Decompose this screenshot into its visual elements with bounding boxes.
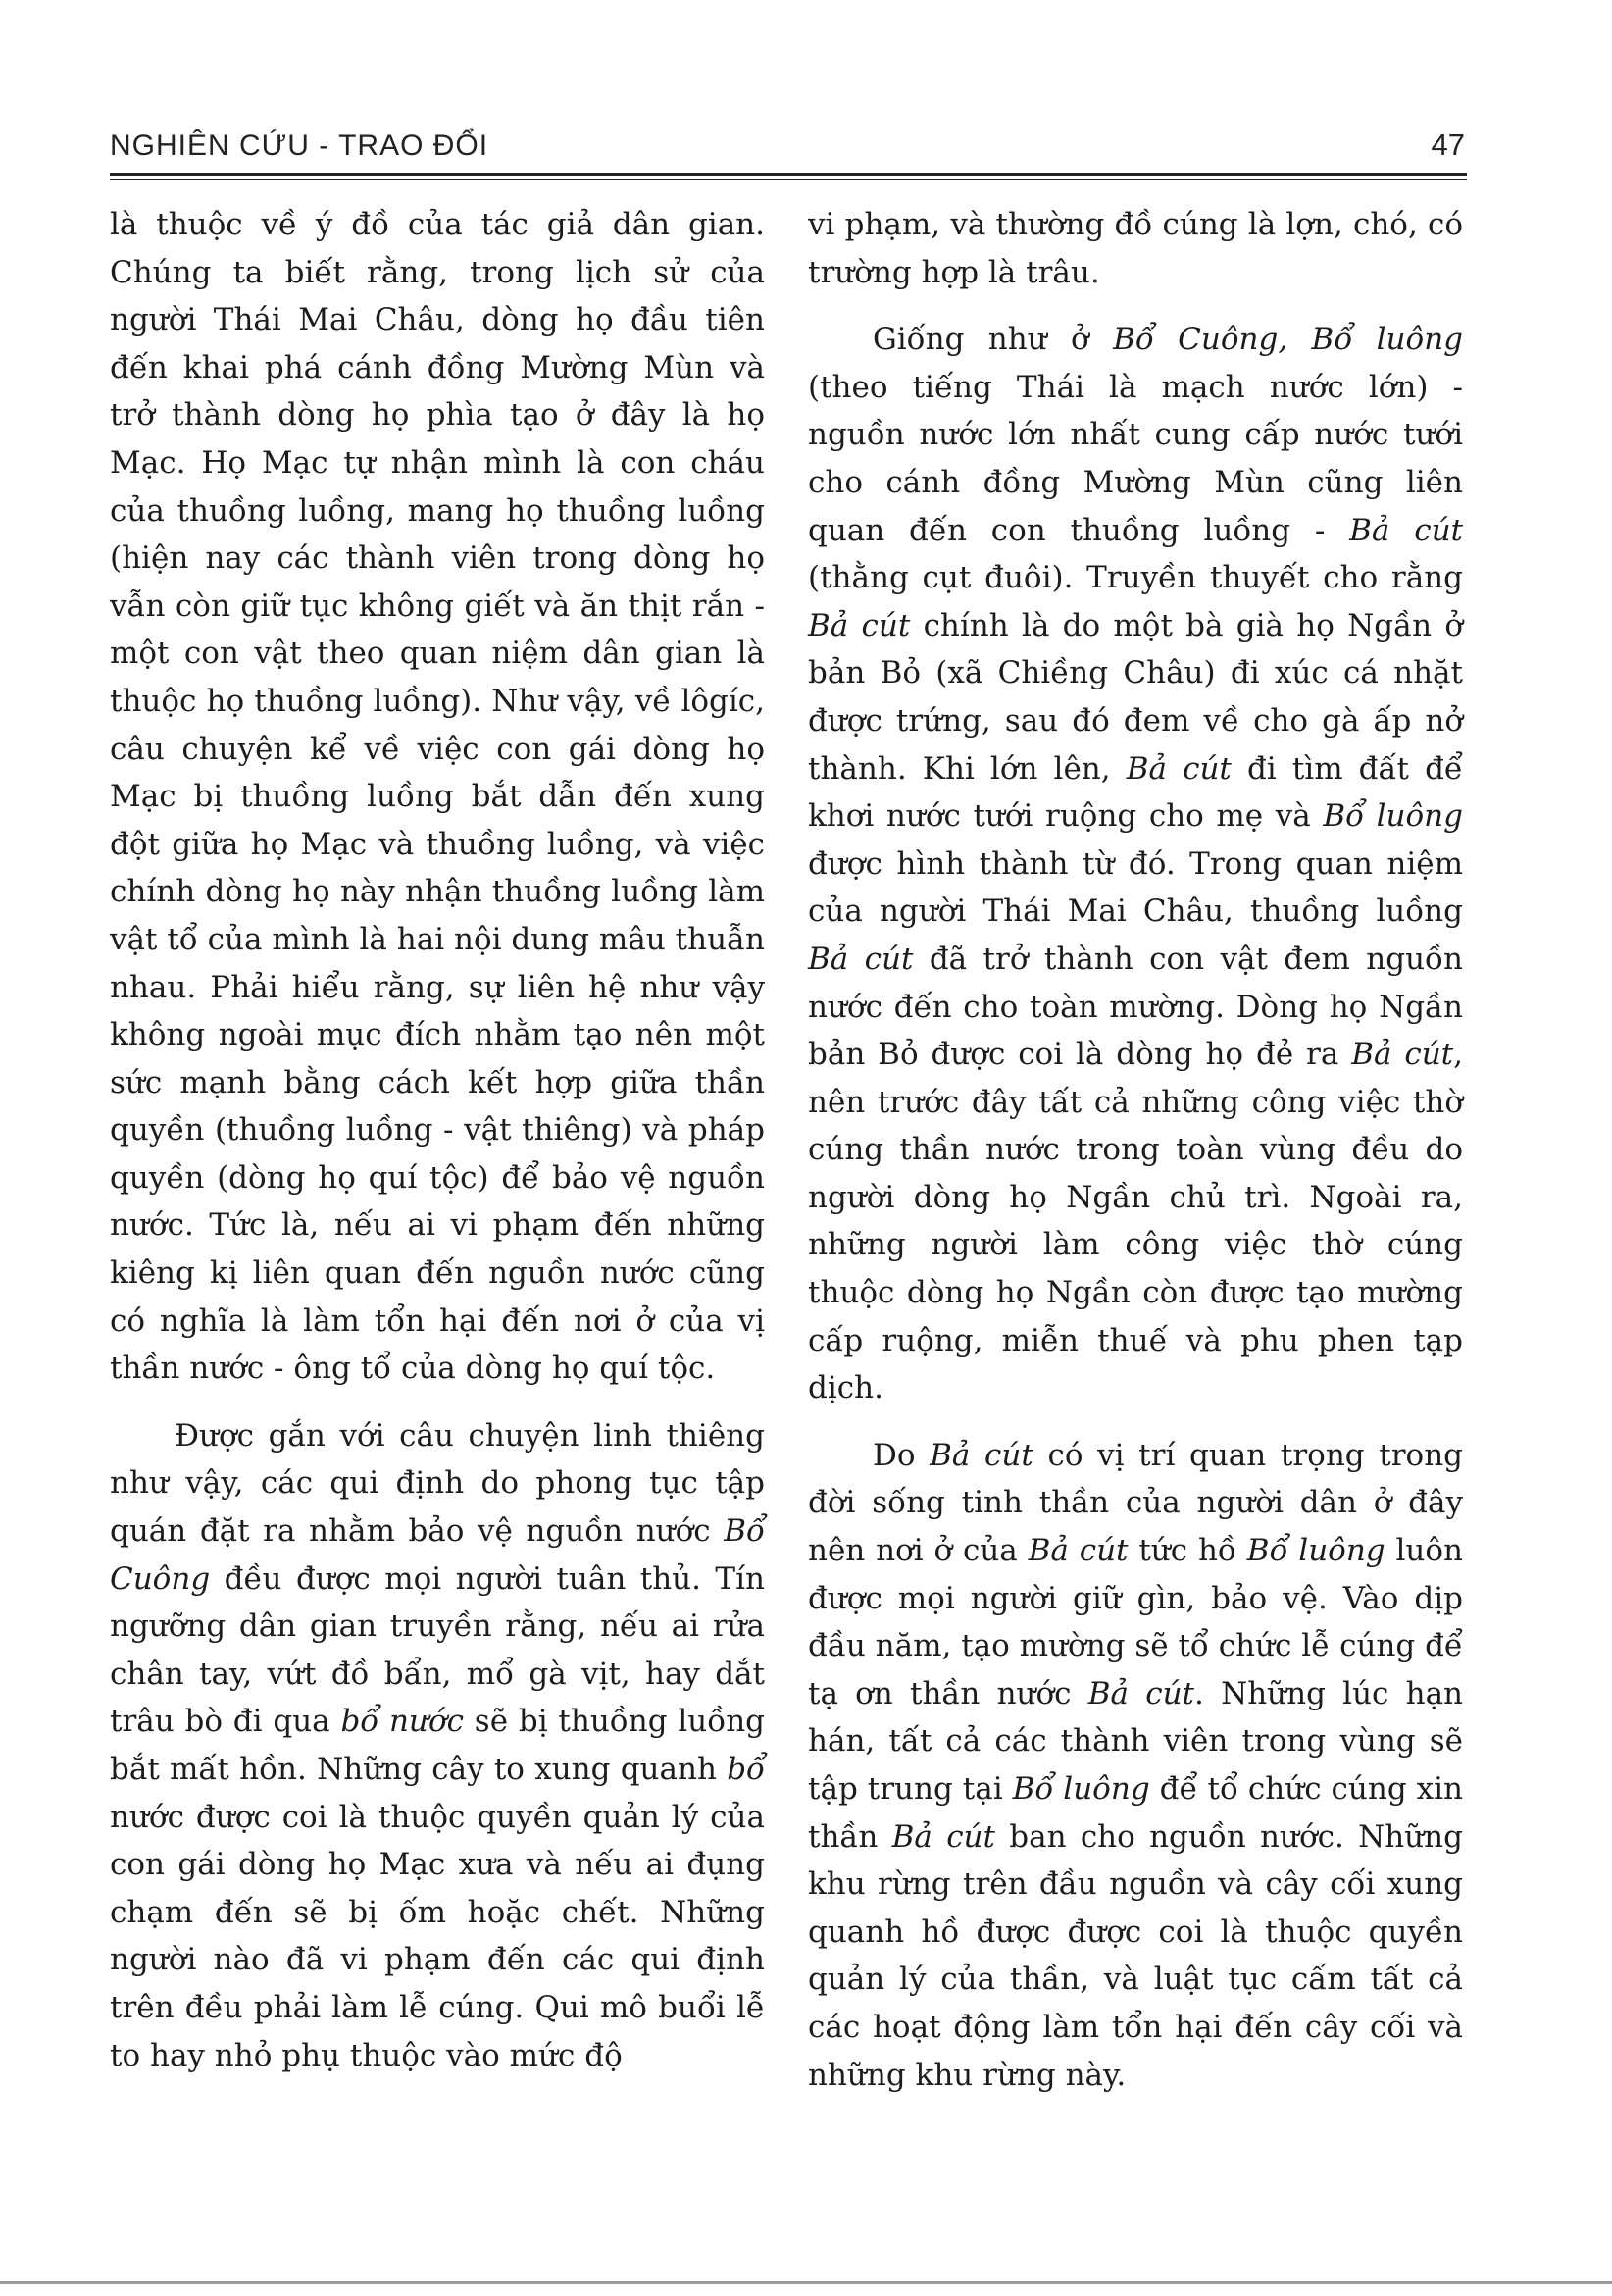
italic-term: Bả cút	[1028, 1533, 1129, 1569]
text-run: tức hồ	[1128, 1533, 1247, 1569]
text-run: có vị trí quan trọng trong đời sống tinh thần của người dân ở đây nên nơi ở của	[808, 1437, 1464, 1569]
italic-term: Bả cút	[891, 1818, 995, 1855]
text-run: để tổ chức cúng xin thần	[808, 1771, 1463, 1855]
italic-term: Bổ Cuông, Bổ luông	[1113, 322, 1463, 358]
italic-term: Bả cút	[930, 1437, 1033, 1473]
text-run: Do	[873, 1437, 931, 1473]
italic-term: Bổ Cuông	[110, 1513, 765, 1597]
left-paragraph-1	[110, 201, 765, 1393]
page-number: 47	[1431, 128, 1465, 162]
text-run: , nên trước đây tất cả những công việc thờ cúng thần nước trong toàn vùng đều do người dòng họ Ngần chủ trì. Ngoài ra, những người làm công việc thờ cúng thuộc dòng họ Ngần còn được tạo mường cấp ruộng, miễn thuế và phu phen tạp dịch.	[808, 1037, 1463, 1406]
text-run: đi tìm đất để khơi nước tưới ruộng cho mẹ và	[808, 750, 1463, 835]
italic-term: Bả cút	[1126, 750, 1232, 787]
header-rule-thick	[110, 173, 1467, 176]
running-head: NGHIÊN CỨU - TRAO ĐỔI	[110, 129, 489, 162]
italic-term: Bả cút	[1349, 512, 1463, 548]
right-paragraph-1	[808, 201, 1463, 296]
italic-term: Bả cút	[1351, 1037, 1454, 1073]
italic-term: Bổ luông	[1323, 798, 1463, 835]
italic-term: Bả cút	[1087, 1675, 1195, 1711]
left-paragraph-2	[110, 1412, 765, 2079]
page-header	[110, 128, 1465, 163]
header-rule-thin	[110, 179, 1467, 180]
text-run: chính là do một bà già họ Ngần ở bản Bỏ (xã Chiềng Châu) đi xúc cá nhặt được trứng, sau đó đem về cho gà ấp nở thành. Khi lớn lên,	[808, 607, 1463, 787]
text-run: Được gắn với câu chuyện linh thiêng như vậy, các qui định do phong tục tập quán đặt ra nhằm bảo vệ nguồn nước	[110, 1417, 765, 1550]
italic-term: bổ	[727, 1752, 765, 1787]
text-run: (theo tiếng Thái là mạch nước lớn) - nguồn nước lớn nhất cung cấp nước tưới cho cánh đồng Mường Mùn cũng liên quan đến con thuồng luồng -	[808, 369, 1463, 548]
right-column	[808, 201, 1463, 2099]
italic-term: Bổ luông	[1246, 1533, 1385, 1569]
italic-term: Bổ luông	[1012, 1771, 1150, 1807]
text-run: đã trở thành con vật đem nguồn nước đến cho toàn mường. Dòng họ Ngần bản Bỏ được coi là dòng họ đẻ ra	[808, 941, 1463, 1073]
right-paragraph-3	[808, 1432, 1463, 2099]
scan-bottom-edge	[0, 2281, 1612, 2284]
left-column	[110, 201, 765, 2079]
text-run: vi phạm, và thường đồ cúng là lợn, chó, có trường hợp là trâu.	[808, 207, 1463, 290]
right-paragraph-2	[808, 316, 1463, 1412]
italic-term: bổ nước	[340, 1704, 465, 1740]
text-run: luôn được mọi người giữ gìn, bảo vệ. Vào dịp đầu năm, tạo mường sẽ tổ chức lễ cúng để tạ ơn thần nước	[808, 1533, 1463, 1711]
text-run: được hình thành từ đó. Trong quan niệm của người Thái Mai Châu, thuồng luồng	[808, 845, 1463, 930]
text-run: đều được mọi người tuân thủ. Tín ngưỡng dân gian truyền rằng, nếu ai rửa chân tay, vứt đồ bẩn, mổ gà vịt, hay dắt trâu bò đi qua	[110, 1560, 765, 1740]
text-run: là thuộc về ý đồ của tác giả dân gian. Chúng ta biết rằng, trong lịch sử của người Thái Mai Châu, dòng họ đầu tiên đến khai phá cánh đồng Mường Mùn và trở thành dòng họ phìa tạo ở đây là họ Mạc. Họ Mạc tự nhận mình là con cháu của thuồng luồng, mang họ thuồng luồng (hiện nay các thành viên trong dòng họ vẫn còn giữ tục không giết và ăn thịt rắn - một con vật theo quan niệm dân gian là thuộc họ thuồng luồng). Như vậy, về lôgíc, câu chuyện kể về việc con gái dòng họ Mạc bị thuồng luồng bắt dẫn đến xung đột giữa họ Mạc và thuồng luồng, và việc chính dòng họ này nhận thuồng luồng làm vật tổ của mình là hai nội dung mâu thuẫn nhau. Phải hiểu rằng, sự liên hệ như vậy không ngoài mục đích nhằm tạo nên một sức mạnh bằng cách kết hợp giữa thần quyền (thuồng luồng - vật thiêng) và pháp quyền (dòng họ quí tộc) để bảo vệ nguồn nước. Tức là, nếu ai vi phạm đến những kiêng kị liên quan đến nguồn nước cũng có nghĩa là làm tổn hại đến nơi ở của vị thần nước - ông tổ của dòng họ quí tộc.	[110, 207, 765, 1387]
italic-term: Bả cút	[808, 607, 911, 643]
text-run: nước được coi là thuộc quyền quản lý của con gái dòng họ Mạc xưa và nếu ai đụng chạm đến sẽ bị ốm hoặc chết. Những người nào đã vi phạm đến các qui định trên đều phải làm lễ cúng. Qui mô buổi lễ to hay nhỏ phụ thuộc vào mức độ	[110, 1799, 765, 2073]
text-run: Giống như ở	[873, 322, 1114, 358]
italic-term: Bả cút	[808, 941, 914, 977]
text-run: . Những lúc hạn hán, tất cả các thành viên trong vùng sẽ tập trung tại	[808, 1675, 1464, 1807]
text-run: sẽ bị thuồng luồng bắt mất hồn. Những cây to xung quanh	[110, 1704, 766, 1787]
text-run: (thằng cụt đuôi). Truyền thuyết cho rằng	[808, 560, 1463, 596]
text-run: ban cho nguồn nước. Những khu rừng trên đầu nguồn và cây cối xung quanh hồ được được coi là thuộc quyền quản lý của thần, và luật tục cấm tất cả các hoạt động làm tổn hại đến cây cối và những khu rừng này.	[808, 1818, 1463, 2093]
